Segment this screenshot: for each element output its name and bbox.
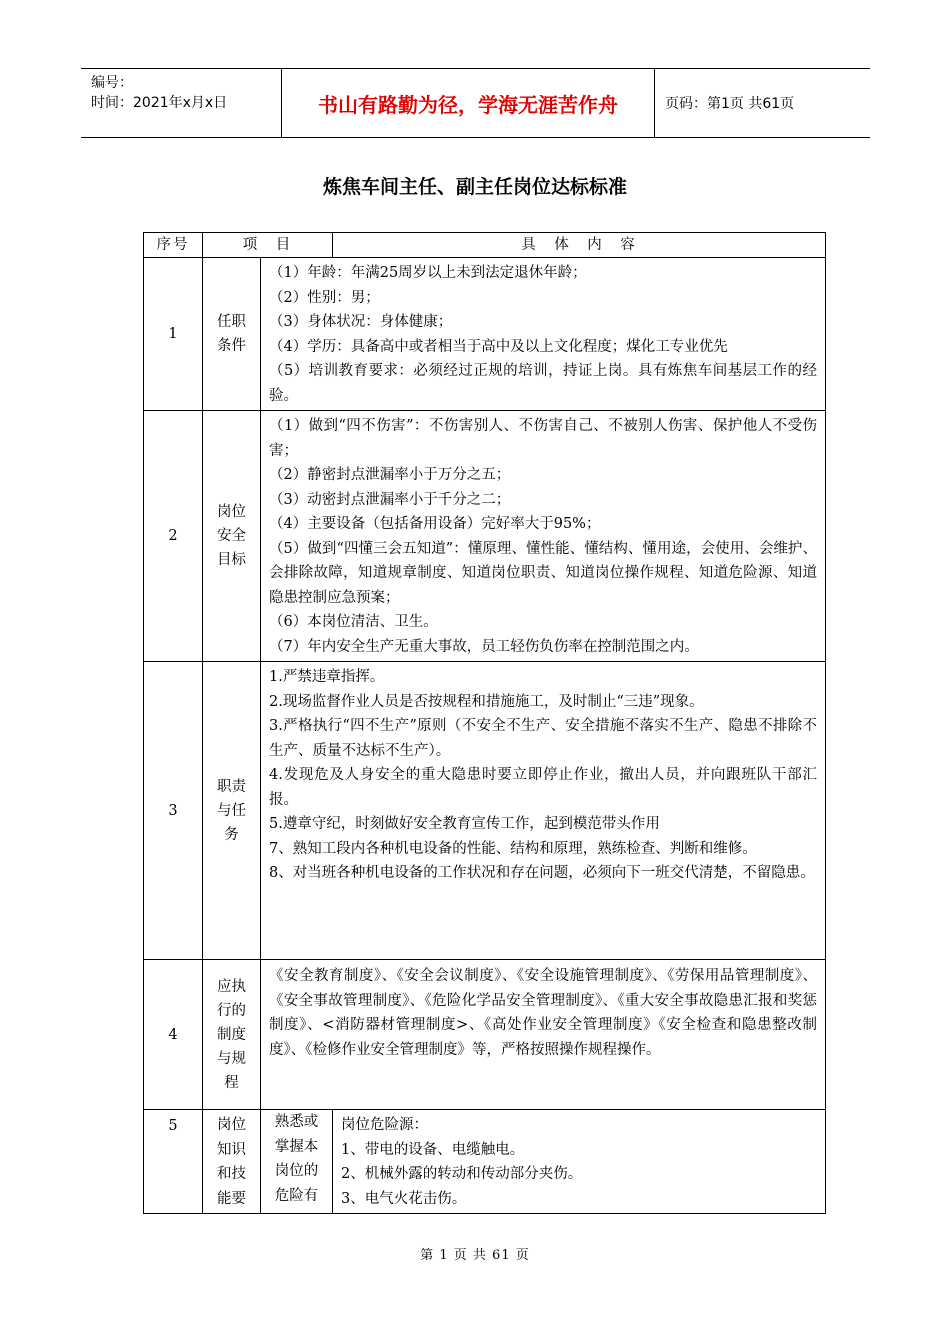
table-header-row <box>144 233 826 258</box>
header-content: 具 体 内 容 <box>333 233 826 258</box>
content-line: 岗位危险源： <box>341 1117 428 1133</box>
content-line: （4）主要设备（包括备用设备）完好率大于95%； <box>269 516 601 532</box>
row-number: 3 <box>144 662 203 960</box>
header-divider <box>654 69 655 137</box>
content-line: 2.现场监督作业人员是否按规程和措施施工，及时制止“三违”现象。 <box>269 693 704 710</box>
row-number: 4 <box>144 960 203 1110</box>
content-line: （6）本岗位清洁、卫生。 <box>269 614 438 630</box>
row-content-lines <box>261 411 825 661</box>
row-item-label: 岗位知识和技能要 <box>217 1117 246 1207</box>
row-item <box>203 960 261 1110</box>
header-no: 序号 <box>144 233 203 258</box>
row-item <box>203 1110 261 1214</box>
content-line: （3）身体状况：身体健康； <box>269 314 453 330</box>
content-line: 5.遵章守纪，时刻做好安全教育宣传工作，起到模范带头作用 <box>269 816 660 832</box>
header-meta <box>91 73 227 113</box>
row-content-lines <box>261 258 825 410</box>
content-line: 《安全教育制度》、《安全会议制度》、《安全设施管理制度》、《劳保用品管理制度》、《安全事故管理制度》、《危险化学品安全管理制度》、《重大安全事故隐患汇报和奖惩制度》、<消防器材管理制度>、《高处作业安全管理制度》《安全检查和隐患整改制度》、《检修作业安全管理制度》等，严格按照操作规程操作。 <box>269 968 817 1058</box>
content-line: （2）性别：男； <box>269 289 380 306</box>
row-item-label: 应执行的制度与规程 <box>217 978 246 1091</box>
table-row <box>144 411 826 662</box>
page-footer: 第 1 页 共 61 页 <box>420 1248 530 1263</box>
row-number: 2 <box>144 411 203 662</box>
row-content <box>261 662 826 960</box>
content-line: （1）年龄：年满25周岁以上未到法定退休年龄； <box>269 265 587 281</box>
table-row <box>144 1110 826 1214</box>
row-subitem-label: 熟悉或掌握本岗位的危险有 <box>274 1114 319 1204</box>
content-line: 2、机械外露的转动和传动部分夹伤。 <box>341 1166 583 1182</box>
row-item <box>203 411 261 662</box>
row-subitem <box>261 1110 333 1214</box>
content-line: 3、电气火花击伤。 <box>341 1190 467 1207</box>
table-row <box>144 960 826 1110</box>
header-divider <box>281 69 282 137</box>
row-content-lines <box>261 960 825 1064</box>
content-line: 4.发现危及人身安全的重大隐患时要立即停止作业，撤出人员，并向跟班队干部汇报。 <box>269 767 817 808</box>
content-line: 1.严禁违章指挥。 <box>269 669 385 685</box>
content-line: 7、熟知工段内各种机电设备的性能、结构和原理，熟练检查、判断和维修。 <box>269 840 757 857</box>
content-line: （2）静密封点泄漏率小于万分之五； <box>269 467 511 483</box>
row-content-lines <box>261 662 825 888</box>
table-row <box>144 258 826 411</box>
row-item-label: 任职条件 <box>217 314 246 354</box>
content-line: （4）学历：具备高中或者相当于高中及以上文化程度；煤化工专业优先 <box>269 338 728 355</box>
row-content <box>261 411 826 662</box>
header-item: 项 目 <box>203 233 333 258</box>
header-motto: 书山有路勤为径，学海无涯苦作舟 <box>318 92 618 117</box>
row-item <box>203 662 261 960</box>
document-title: 炼焦车间主任、副主任岗位达标标准 <box>322 176 627 198</box>
standards-table <box>143 232 826 1214</box>
content-line: 3.严格执行“四不生产”原则（不安全不生产、安全措施不落实不生产、隐患不排除不生产、质量不达标不生产）。 <box>269 718 817 759</box>
row-content <box>261 960 826 1110</box>
row-content <box>261 258 826 411</box>
content-line: （5）做到“四懂三会五知道”：懂原理、懂性能、懂结构、懂用途，会使用、会维护、会排除故障，知道规章制度、知道岗位职责、知道岗位操作规程、知道危险源、知道隐患控制应急预案； <box>269 540 817 606</box>
content-line: （1）做到“四不伤害”：不伤害别人、不伤害自己、不被别人伤害、保护他人不受伤害； <box>269 418 817 459</box>
serial-label: 编号： <box>91 75 133 91</box>
date-label: 时间：2021年x月x日 <box>91 95 228 111</box>
row-number: 5 <box>144 1110 203 1214</box>
content-line: （3）动密封点泄漏率小于千分之二； <box>269 491 511 508</box>
row-number: 1 <box>144 258 203 411</box>
row-content-lines <box>333 1110 825 1213</box>
content-line: （5）培训教育要求：必须经过正规的培训，持证上岗。具有炼焦车间基层工作的经验。 <box>269 363 817 404</box>
page-header <box>81 68 870 138</box>
row-content <box>333 1110 826 1214</box>
content-line: 1、带电的设备、电缆触电。 <box>341 1141 525 1158</box>
header-page-info: 页码：第1页 共61页 <box>665 96 795 112</box>
row-item-label: 职责与任务 <box>217 778 246 843</box>
row-item <box>203 258 261 411</box>
table-row <box>144 662 826 960</box>
content-line: （7）年内安全生产无重大事故，员工轻伤负伤率在控制范围之内。 <box>269 638 699 655</box>
row-item-label: 岗位安全目标 <box>217 504 246 568</box>
content-line: 8、对当班各种机电设备的工作状况和存在问题，必须向下一班交代清楚，不留隐患。 <box>269 865 815 881</box>
